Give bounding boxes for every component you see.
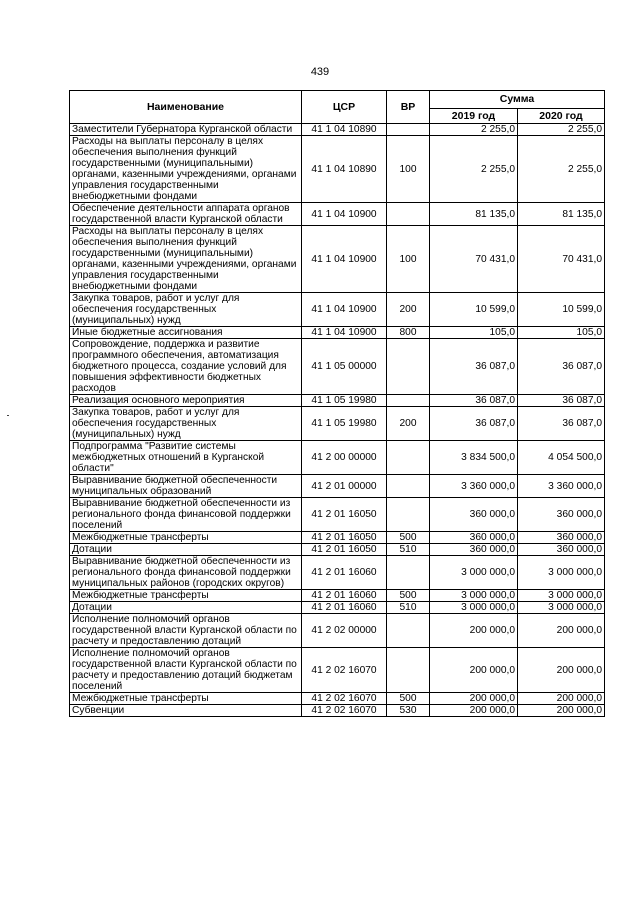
header-name: Наименование [70,91,302,124]
row-name: Заместители Губернатора Курганской области [70,124,302,136]
row-vr [387,556,430,590]
row-2019: 36 087,0 [430,407,518,441]
table-row [70,327,605,339]
table-row [70,136,605,203]
row-csr: 41 2 01 16060 [302,556,387,590]
row-vr [387,203,430,226]
table-row [70,293,605,327]
row-vr: 200 [387,407,430,441]
row-vr [387,498,430,532]
page-number: 439 [310,66,330,78]
row-2019: 3 000 000,0 [430,602,518,614]
row-vr [387,441,430,475]
row-name: Закупка товаров, работ и услуг для обеспечения государственных (муниципальных) нужд [70,293,302,327]
row-2020: 4 054 500,0 [518,441,605,475]
row-name: Исполнение полномочий органов государственной власти Курганской области по расчету и предоставлению дотаций [70,614,302,648]
row-csr: 41 1 05 19980 [302,407,387,441]
row-2019: 3 360 000,0 [430,475,518,498]
row-vr [387,395,430,407]
table-row [70,124,605,136]
table-row [70,614,605,648]
header-2019: 2019 год [430,109,518,124]
row-csr: 41 1 04 10890 [302,124,387,136]
row-2019: 360 000,0 [430,532,518,544]
row-name: Выравнивание бюджетной обеспеченности из регионального фонда финансовой поддержки муниципальных районов (городских округов) [70,556,302,590]
row-2020: 360 000,0 [518,498,605,532]
row-name: Межбюджетные трансферты [70,693,302,705]
row-name: Расходы на выплаты персоналу в целях обеспечения выполнения функций государственными (муниципальными) органами, казенными учреждениями, органами управления государственными внебюджетными фондами [70,226,302,293]
header-vr: ВР [387,91,430,124]
margin-mark [7,415,9,416]
table-row [70,475,605,498]
table-row [70,556,605,590]
table-row [70,693,605,705]
row-2019: 200 000,0 [430,614,518,648]
header-csr: ЦСР [302,91,387,124]
row-csr: 41 2 01 16060 [302,602,387,614]
row-2019: 360 000,0 [430,498,518,532]
row-vr: 100 [387,136,430,203]
row-csr: 41 2 02 00000 [302,614,387,648]
row-2020: 200 000,0 [518,614,605,648]
row-vr: 500 [387,693,430,705]
row-2020: 3 000 000,0 [518,602,605,614]
row-vr: 500 [387,590,430,602]
table-row [70,648,605,693]
row-name: Исполнение полномочий органов государственной власти Курганской области по расчету и предоставлению дотаций бюджетам поселений [70,648,302,693]
row-csr: 41 2 02 16070 [302,705,387,717]
row-2019: 3 000 000,0 [430,556,518,590]
table-row [70,705,605,717]
row-csr: 41 2 00 00000 [302,441,387,475]
row-vr [387,614,430,648]
row-name: Дотации [70,544,302,556]
row-2019: 200 000,0 [430,705,518,717]
row-2020: 3 000 000,0 [518,590,605,602]
row-2019: 10 599,0 [430,293,518,327]
row-csr: 41 2 01 00000 [302,475,387,498]
row-vr: 510 [387,544,430,556]
row-name: Дотации [70,602,302,614]
row-vr: 530 [387,705,430,717]
row-2019: 360 000,0 [430,544,518,556]
row-2020: 3 000 000,0 [518,556,605,590]
row-2019: 70 431,0 [430,226,518,293]
row-name: Закупка товаров, работ и услуг для обеспечения государственных (муниципальных) нужд [70,407,302,441]
row-csr: 41 2 01 16050 [302,498,387,532]
row-2019: 2 255,0 [430,136,518,203]
header-2020: 2020 год [518,109,605,124]
row-2019: 36 087,0 [430,339,518,395]
row-2019: 81 135,0 [430,203,518,226]
row-csr: 41 1 04 10900 [302,327,387,339]
row-vr: 800 [387,327,430,339]
row-name: Расходы на выплаты персоналу в целях обеспечения выполнения функций государственными (муниципальными) органами, казенными учреждениями, органами управления государственными внебюджетными фондами [70,136,302,203]
row-2019: 200 000,0 [430,648,518,693]
table-row [70,498,605,532]
row-csr: 41 1 05 19980 [302,395,387,407]
row-2019: 2 255,0 [430,124,518,136]
row-2020: 10 599,0 [518,293,605,327]
row-vr [387,648,430,693]
row-name: Иные бюджетные ассигнования [70,327,302,339]
row-2020: 36 087,0 [518,395,605,407]
row-csr: 41 1 04 10900 [302,203,387,226]
row-name: Сопровождение, поддержка и развитие программного обеспечения, автоматизация бюджетного процесса, создание условий для повышения эффективности бюджетных расходов [70,339,302,395]
row-2020: 36 087,0 [518,339,605,395]
row-2020: 81 135,0 [518,203,605,226]
row-2019: 105,0 [430,327,518,339]
row-csr: 41 2 01 16050 [302,532,387,544]
row-vr: 510 [387,602,430,614]
row-csr: 41 2 01 16060 [302,590,387,602]
table-row [70,544,605,556]
row-csr: 41 2 02 16070 [302,693,387,705]
row-2019: 36 087,0 [430,395,518,407]
row-vr: 500 [387,532,430,544]
row-2019: 3 834 500,0 [430,441,518,475]
table-row [70,441,605,475]
budget-table [69,90,605,717]
row-2020: 200 000,0 [518,648,605,693]
row-name: Обеспечение деятельности аппарата органов государственной власти Курганской области [70,203,302,226]
row-2019: 3 000 000,0 [430,590,518,602]
row-csr: 41 1 05 00000 [302,339,387,395]
row-2020: 2 255,0 [518,124,605,136]
table-body [70,124,605,717]
row-csr: 41 2 02 16070 [302,648,387,693]
table-row [70,339,605,395]
row-2020: 2 255,0 [518,136,605,203]
table-row [70,203,605,226]
row-2020: 200 000,0 [518,705,605,717]
row-csr: 41 1 04 10890 [302,136,387,203]
row-csr: 41 1 04 10900 [302,293,387,327]
row-2020: 360 000,0 [518,532,605,544]
row-csr: 41 1 04 10900 [302,226,387,293]
row-2020: 105,0 [518,327,605,339]
row-vr: 200 [387,293,430,327]
row-name: Выравнивание бюджетной обеспеченности из регионального фонда финансовой поддержки поселений [70,498,302,532]
row-2020: 70 431,0 [518,226,605,293]
row-2020: 200 000,0 [518,693,605,705]
row-name: Межбюджетные трансферты [70,590,302,602]
row-name: Реализация основного мероприятия [70,395,302,407]
row-2020: 36 087,0 [518,407,605,441]
row-2020: 360 000,0 [518,544,605,556]
table-row [70,395,605,407]
table-row [70,590,605,602]
header-sum: Сумма [430,91,605,109]
row-csr: 41 2 01 16050 [302,544,387,556]
row-vr [387,124,430,136]
row-name: Выравнивание бюджетной обеспеченности муниципальных образований [70,475,302,498]
row-name: Межбюджетные трансферты [70,532,302,544]
row-name: Субвенции [70,705,302,717]
row-2020: 3 360 000,0 [518,475,605,498]
table-row [70,602,605,614]
table-row [70,407,605,441]
row-vr: 100 [387,226,430,293]
row-2019: 200 000,0 [430,693,518,705]
table-row [70,532,605,544]
table-row [70,226,605,293]
row-vr [387,339,430,395]
row-vr [387,475,430,498]
row-name: Подпрограмма "Развитие системы межбюджетных отношений в Курганской области" [70,441,302,475]
